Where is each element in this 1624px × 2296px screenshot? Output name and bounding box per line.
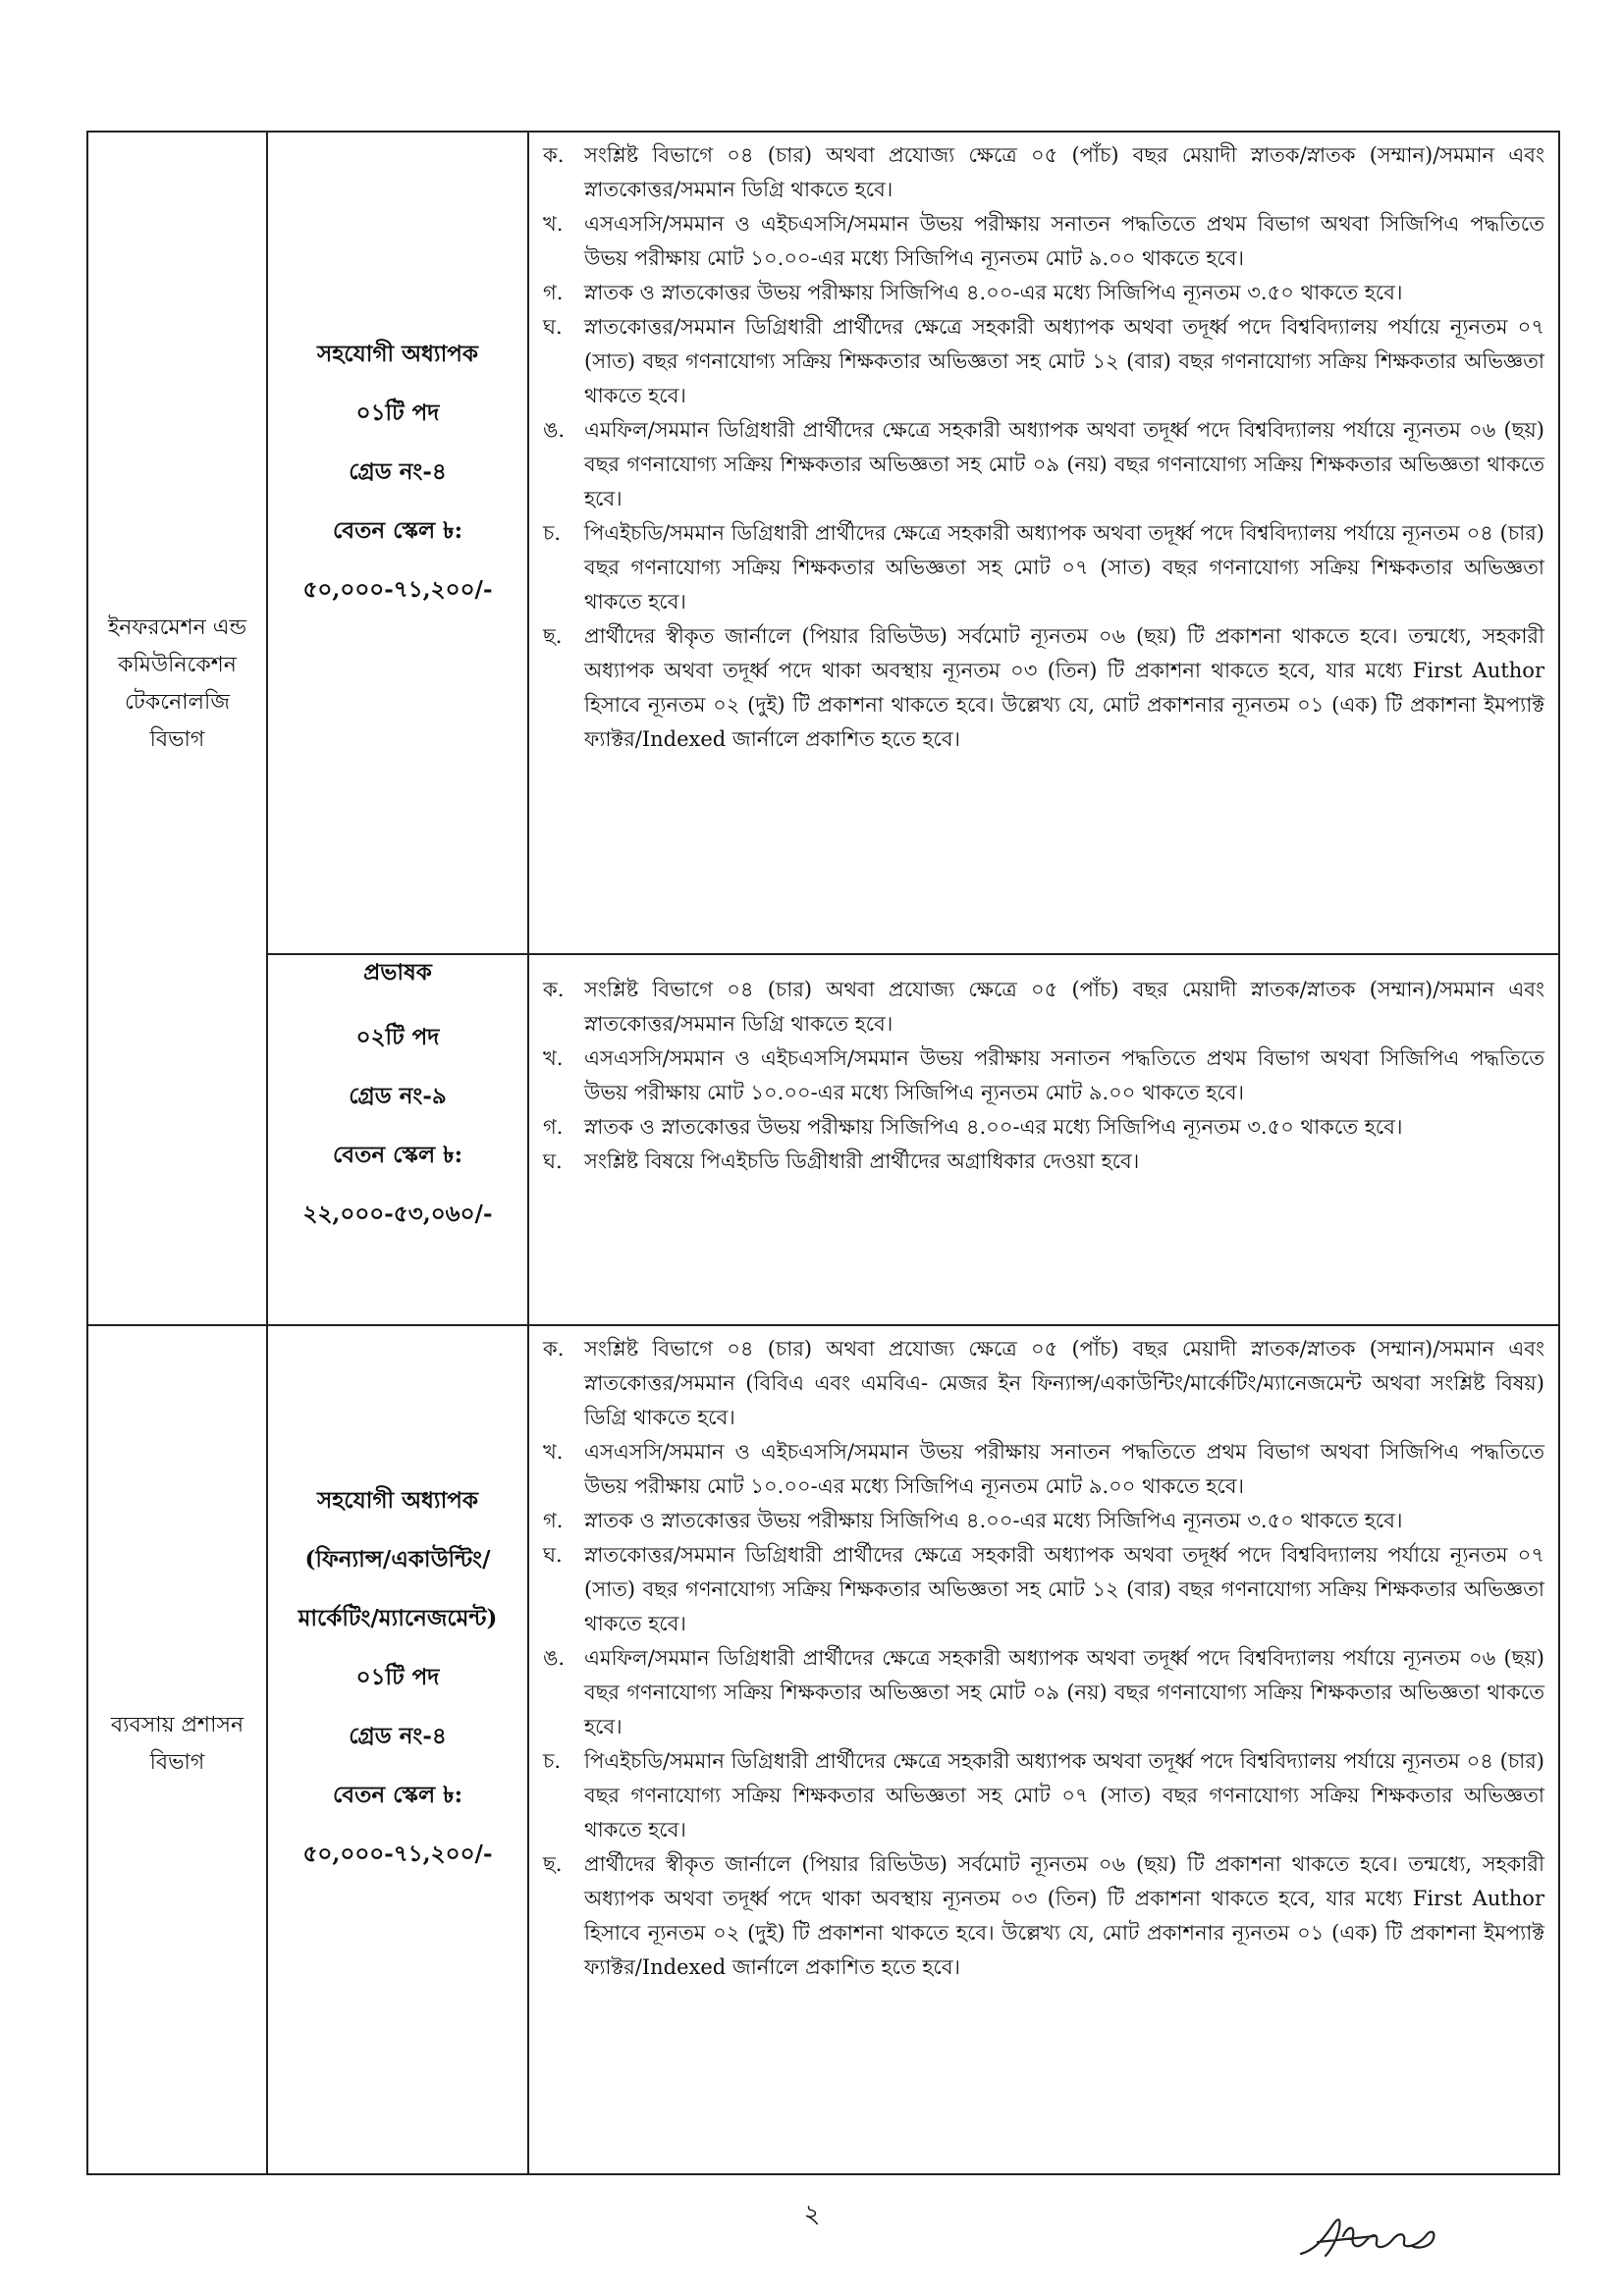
item-text: প্রার্থীদের স্বীকৃত জার্নালে (পিয়ার রিভিউড) সর্বমোট ন্যূনতম ০৬ (ছয়) টি প্রকাশনা থাকতে হবে। তন্মধ্যে, সহকারী অধ্যাপক অথবা তদূর্ধ্ব পদে থাকা অবস্থায় ন্যূনতম ০৩ (তিন) টি প্রকাশনা থাকতে হবে, যার মধ্যে First Author হিসাবে ন্যূনতম ০২ (দুই) টি প্রকাশনা থাকতে হবে। উল্লেখ্য যে, মোট প্রকাশনার ন্যূনতম ০১ (এক) টি প্রকাশনা ইমপ্যাক্ট ফ্যাক্টর/Indexed জার্নালে প্রকাশিত হতে হবে।: [584, 1852, 1544, 1979]
post-scale: ৫০,০০০-৭১,২০০/-: [302, 576, 493, 603]
list-item: [543, 1538, 1544, 1641]
table-row: [87, 132, 1559, 954]
item-text: স্নাতকোত্তর/সমমান ডিগ্রিধারী প্রার্থীদের ক্ষেত্রে সহকারী অধ্যাপক অথবা তদূর্ধ্ব পদে বিশ্ববিদ্যালয় পর্যায়ে ন্যূনতম ০৭ (সাত) বছর গণনাযোগ্য সক্রিয় শিক্ষকতার অভিজ্ঞতা সহ মোট ১২ (বার) বছর গণনাযোগ্য সক্রিয় শিক্ষকতার অভিজ্ঞতা থাকতে হবে।: [584, 1543, 1544, 1635]
page-number: ২: [803, 2200, 821, 2229]
item-label: ঙ.: [543, 418, 566, 442]
item-text: সংশ্লিষ্ট বিষয়ে পিএইচডি ডিগ্রীধারী প্রার্থীদের অগ্রাধিকার দেওয়া হবে।: [584, 1149, 1140, 1173]
post-count: ০১টি পদ: [355, 1664, 440, 1690]
item-text: এমফিল/সমমান ডিগ্রিধারী প্রার্থীদের ক্ষেত্রে সহকারী অধ্যাপক অথবা তদূর্ধ্ব পদে বিশ্ববিদ্যালয় পর্যায়ে ন্যূনতম ০৬ (ছয়) বছর গণনাযোগ্য সক্রিয় শিক্ষকতার অভিজ্ঞতা সহ মোট ০৯ (নয়) বছর গণনাযোগ্য সক্রিয় শিক্ষকতার অভিজ্ঞতা থাকতে হবে।: [584, 1646, 1544, 1738]
list-item: [543, 1504, 1544, 1538]
list-item: [543, 207, 1544, 276]
list-item: [543, 1847, 1544, 1985]
item-text: সংশ্লিষ্ট বিভাগে ০৪ (চার) অথবা প্রযোজ্য ক্ষেত্রে ০৫ (পাঁচ) বছর মেয়াদী স্নাতক/স্নাতক (সম্মান)/সমমান এবং স্নাতকোত্তর/সমমান (বিবিএ এবং এমবিএ- মেজর ইন ফিন্যান্স/একাউন্টিং/মার্কেটিং/ম্যানেজমেন্ট অথবা সংশ্লিষ্ট বিষয়) ডিগ্রি থাকতে হবে।: [584, 1337, 1544, 1429]
item-text: পিএইচডি/সমমান ডিগ্রিধারী প্রার্থীদের ক্ষেত্রে সহকারী অধ্যাপক অথবা তদূর্ধ্ব পদে বিশ্ববিদ্যালয় পর্যায়ে ন্যূনতম ০৪ (চার) বছর গণনাযোগ্য সক্রিয় শিক্ষকতার অভিজ্ঞতা সহ মোট ০৭ (সাত) বছর গণনাযোগ্য সক্রিয় শিক্ষকতার অভিজ্ঞতা থাকতে হবে।: [584, 1749, 1544, 1842]
post-cell: [267, 132, 528, 954]
list-item: [543, 413, 1544, 516]
list-item: [543, 138, 1544, 207]
item-text: স্নাতক ও স্নাতকোত্তর উভয় পরীক্ষায় সিজিপিএ ৪.০০-এর মধ্যে সিজিপিএ ন্যূনতম ৩.৫০ থাকতে হবে।: [584, 281, 1403, 304]
item-text: প্রার্থীদের স্বীকৃত জার্নালে (পিয়ার রিভিউড) সর্বমোট ন্যূনতম ০৬ (ছয়) টি প্রকাশনা থাকতে হবে। তন্মধ্যে, সহকারী অধ্যাপক অথবা তদূর্ধ্ব পদে থাকা অবস্থায় ন্যূনতম ০৩ (তিন) টি প্রকাশনা থাকতে হবে, যার মধ্যে First Author হিসাবে ন্যূনতম ০২ (দুই) টি প্রকাশনা থাকতে হবে। উল্লেখ্য যে, মোট প্রকাশনার ন্যূনতম ০১ (এক) টি প্রকাশনা ইমপ্যাক্ট ফ্যাক্টর/Indexed জার্নালে প্রকাশিত হতে হবে।: [584, 624, 1544, 751]
item-label: ঘ.: [543, 315, 563, 339]
item-label: গ.: [543, 1115, 564, 1139]
table-row: [87, 954, 1559, 1325]
item-label: ক.: [543, 143, 565, 167]
item-label: ছ.: [543, 624, 563, 648]
item-text: স্নাতক ও স্নাতকোত্তর উভয় পরীক্ষায় সিজিপিএ ৪.০০-এর মধ্যে সিজিপিএ ন্যূনতম ৩.৫০ থাকতে হবে।: [584, 1509, 1403, 1532]
post-grade: গ্রেড নং-৯: [349, 1083, 447, 1109]
post-title: সহযোগী অধ্যাপক: [317, 341, 478, 367]
table-row: [87, 1325, 1559, 2174]
item-label: ক.: [543, 978, 565, 1001]
item-text: সংশ্লিষ্ট বিভাগে ০৪ (চার) অথবা প্রযোজ্য ক্ষেত্রে ০৫ (পাঁচ) বছর মেয়াদী স্নাতক/স্নাতক (সম্মান)/সমমান এবং স্নাতকোত্তর/সমমান ডিগ্রি থাকতে হবে।: [584, 143, 1544, 201]
item-label: খ.: [543, 1440, 564, 1464]
job-requirements-table: [86, 131, 1560, 2175]
requirements-cell: [528, 954, 1559, 1325]
list-item: [543, 1641, 1544, 1744]
list-item: [543, 516, 1544, 619]
post-scale-label: বেতন স্কেল ৳:: [332, 1782, 463, 1808]
list-item: [543, 310, 1544, 413]
item-label: গ.: [543, 281, 564, 304]
list-item: [543, 1744, 1544, 1847]
list-item: [543, 1332, 1544, 1435]
item-label: খ.: [543, 1046, 564, 1070]
item-label: চ.: [543, 521, 562, 545]
department-name: ইনফরমেশন এন্ড কমিউনিকেশন টেকনোলজি বিভাগ: [107, 615, 247, 752]
post-grade: গ্রেড নং-৪: [349, 458, 447, 485]
post-cell: [267, 954, 528, 1325]
item-text: স্নাতক ও স্নাতকোত্তর উভয় পরীক্ষায় সিজিপিএ ৪.০০-এর মধ্যে সিজিপিএ ন্যূনতম ৩.৫০ থাকতে হবে।: [584, 1115, 1403, 1139]
department-cell: [87, 1325, 267, 2174]
post-title: সহযোগী অধ্যাপক: [317, 1487, 478, 1514]
post-title: প্রভাষক: [363, 959, 432, 986]
item-text: এসএসসি/সমমান ও এইচএসসি/সমমান উভয় পরীক্ষায় সনাতন পদ্ধতিতে প্রথম বিভাগ অথবা সিজিপিএ পদ্ধতিতে উভয় পরীক্ষায় মোট ১০.০০-এর মধ্যে সিজিপিএ ন্যূনতম মোট ৯.০০ থাকতে হবে।: [584, 212, 1544, 270]
post-cell: [267, 1325, 528, 2174]
item-label: ঘ.: [543, 1543, 563, 1567]
post-scale: ৫০,০০০-৭১,২০০/-: [302, 1841, 493, 1867]
list-item: [543, 276, 1544, 310]
item-label: চ.: [543, 1749, 562, 1773]
item-text: এমফিল/সমমান ডিগ্রিধারী প্রার্থীদের ক্ষেত্রে সহকারী অধ্যাপক অথবা তদূর্ধ্ব পদে বিশ্ববিদ্যালয় পর্যায়ে ন্যূনতম ০৬ (ছয়) বছর গণনাযোগ্য সক্রিয় শিক্ষকতার অভিজ্ঞতা সহ মোট ০৯ (নয়) বছর গণনাযোগ্য সক্রিয় শিক্ষকতার অভিজ্ঞতা থাকতে হবে।: [584, 418, 1544, 510]
requirements-cell: [528, 1325, 1559, 2174]
list-item: [543, 1041, 1544, 1110]
item-text: স্নাতকোত্তর/সমমান ডিগ্রিধারী প্রার্থীদের ক্ষেত্রে সহকারী অধ্যাপক অথবা তদূর্ধ্ব পদে বিশ্ববিদ্যালয় পর্যায়ে ন্যূনতম ০৭ (সাত) বছর গণনাযোগ্য সক্রিয় শিক্ষকতার অভিজ্ঞতা সহ মোট ১২ (বার) বছর গণনাযোগ্য সক্রিয় শিক্ষকতার অভিজ্ঞতা থাকতে হবে।: [584, 315, 1544, 407]
item-label: ক.: [543, 1337, 565, 1361]
item-label: গ.: [543, 1509, 564, 1532]
post-count: ০২টি পদ: [355, 1024, 440, 1050]
item-text: পিএইচডি/সমমান ডিগ্রিধারী প্রার্থীদের ক্ষেত্রে সহকারী অধ্যাপক অথবা তদূর্ধ্ব পদে বিশ্ববিদ্যালয় পর্যায়ে ন্যূনতম ০৪ (চার) বছর গণনাযোগ্য সক্রিয় শিক্ষকতার অভিজ্ঞতা সহ মোট ০৭ (সাত) বছর গণনাযোগ্য সক্রিয় শিক্ষকতার অভিজ্ঞতা থাকতে হবে।: [584, 521, 1544, 614]
item-text: সংশ্লিষ্ট বিভাগে ০৪ (চার) অথবা প্রযোজ্য ক্ষেত্রে ০৫ (পাঁচ) বছর মেয়াদী স্নাতক/স্নাতক (সম্মান)/সমমান এবং স্নাতকোত্তর/সমমান ডিগ্রি থাকতে হবে।: [584, 978, 1544, 1036]
post-scale-label: বেতন স্কেল ৳:: [332, 1142, 463, 1168]
department-name: ব্যবসায় প্রশাসন বিভাগ: [110, 1713, 244, 1775]
item-text: এসএসসি/সমমান ও এইচএসসি/সমমান উভয় পরীক্ষায় সনাতন পদ্ধতিতে প্রথম বিভাগ অথবা সিজিপিএ পদ্ধতিতে উভয় পরীক্ষায় মোট ১০.০০-এর মধ্যে সিজিপিএ ন্যূনতম মোট ৯.০০ থাকতে হবে।: [584, 1046, 1544, 1104]
list-item: [543, 1435, 1544, 1504]
department-cell: [87, 132, 267, 1325]
post-subtitle: (ফিন্যান্স/একাউন্টিং/: [304, 1546, 491, 1573]
item-label: খ.: [543, 212, 564, 236]
item-label: ঙ.: [543, 1646, 566, 1670]
post-grade: গ্রেড নং-৪: [349, 1723, 447, 1749]
post-count: ০১টি পদ: [355, 400, 440, 426]
list-item: [543, 973, 1544, 1041]
requirements-cell: [528, 132, 1559, 954]
signature-image: [1296, 2207, 1443, 2266]
post-subtitle: মার্কেটিং/ম্যানেজমেন্ট): [298, 1605, 498, 1631]
post-scale: ২২,০০০-৫৩,০৬০/-: [302, 1201, 493, 1227]
list-item: [543, 619, 1544, 757]
list-item: [543, 1145, 1544, 1179]
item-text: এসএসসি/সমমান ও এইচএসসি/সমমান উভয় পরীক্ষায় সনাতন পদ্ধতিতে প্রথম বিভাগ অথবা সিজিপিএ পদ্ধতিতে উভয় পরীক্ষায় মোট ১০.০০-এর মধ্যে সিজিপিএ ন্যূনতম মোট ৯.০০ থাকতে হবে।: [584, 1440, 1544, 1498]
item-label: ছ.: [543, 1852, 563, 1876]
list-item: [543, 1110, 1544, 1145]
item-label: ঘ.: [543, 1149, 563, 1173]
post-scale-label: বেতন স্কেল ৳:: [332, 517, 463, 544]
